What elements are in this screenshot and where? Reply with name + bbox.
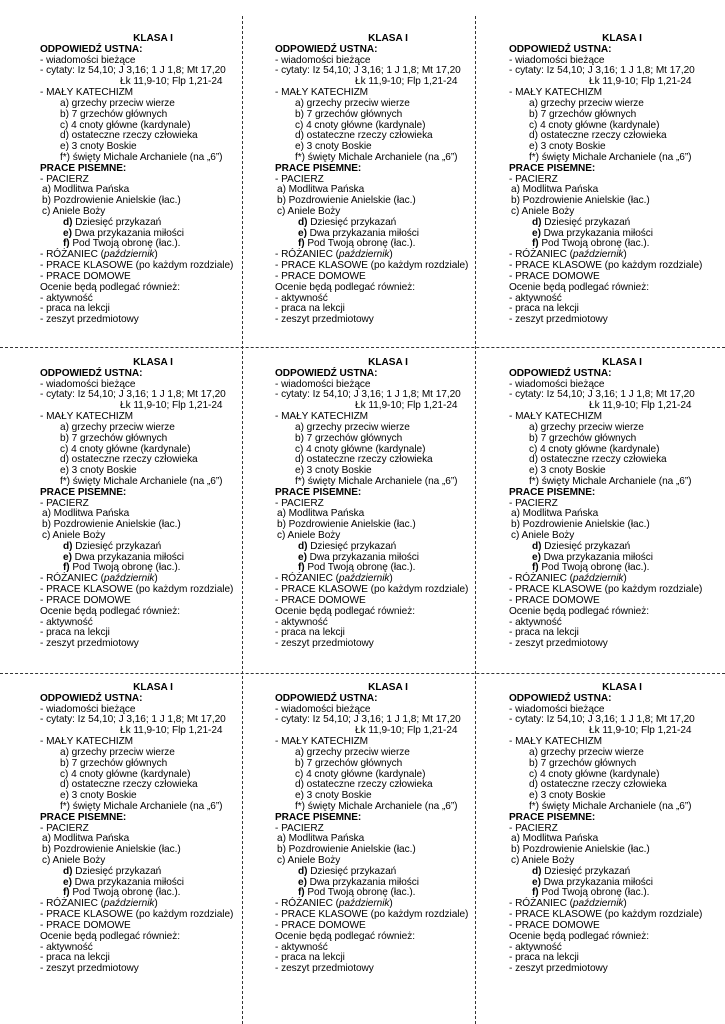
catechism-item: b) 7 grzechów głównych (60, 432, 168, 444)
extra-prayer-text: Dwa przykazania miłości (306, 876, 419, 888)
prayer-item: b) Pozdrowienie Anielskie (łac.) (511, 519, 650, 531)
oral-item-current-knowledge: - wiadomości bieżące (509, 54, 605, 66)
written-item-pacierz: - PACIERZ (509, 173, 558, 185)
written-item-classwork: - PRACE KLASOWE (po każdym rozdziale) (275, 260, 469, 272)
catechism-item: b) 7 grzechów głównych (529, 757, 637, 769)
rosary-suffix: ) (623, 573, 627, 585)
extra-prayer-letter: d) (63, 540, 73, 552)
extra-prayer-letter: f) (298, 238, 305, 250)
prayer-item: a) Modlitwa Pańska (277, 833, 365, 845)
written-header: PRACE PISEMNE: (509, 162, 596, 174)
grade-card (275, 358, 501, 650)
oral-header: ODPOWIEDŹ USTNA: (509, 692, 612, 704)
extra-prayer-text: Dziesięć przykazań (72, 865, 162, 877)
also-header: Ocenie będą podlegać również: (40, 281, 180, 293)
extra-prayer-text: Dziesięć przykazań (307, 540, 397, 552)
rosary-month: październik (572, 573, 624, 585)
catechism-item: a) grzechy przeciw wierze (529, 746, 644, 758)
extra-prayer-text: Dwa przykazania miłości (540, 876, 653, 888)
catechism-item: e) 3 cnoty Boskie (60, 141, 137, 153)
catechism-item: d) ostateczne rzeczy człowieka (60, 454, 198, 466)
rosary-prefix: - RÓŻANIEC ( (509, 898, 573, 910)
rosary-month: październik (103, 898, 155, 910)
extra-prayer-letter: e) (532, 876, 541, 888)
extra-prayer-letter: d) (532, 540, 542, 552)
card-title: KLASA I (368, 357, 408, 368)
grade-card (509, 358, 725, 650)
rosary-prefix: - RÓŻANIEC ( (509, 249, 573, 261)
written-header: PRACE PISEMNE: (40, 811, 127, 823)
prayer-item: b) Pozdrowienie Anielskie (łac.) (42, 519, 181, 531)
also-item: - aktywność (275, 292, 328, 304)
extra-prayer-letter: f) (63, 887, 70, 899)
catechism-item: d) ostateczne rzeczy człowieka (529, 779, 667, 791)
extra-prayer-text: Pod Twoją obronę (łac.). (69, 238, 181, 250)
catechism-item: a) grzechy przeciw wierze (529, 421, 644, 433)
prayer-item: c) Aniele Boży (511, 530, 575, 541)
rosary-month: październik (338, 573, 390, 585)
oral-item-quotes: - cytaty: Iz 54,10; J 3,16; 1 J 1,8; Mt 17,20 (40, 65, 226, 77)
rosary-suffix: ) (623, 249, 627, 261)
extra-prayer-text: Pod Twoją obronę (łac.). (538, 562, 650, 574)
oral-item-quotes: - cytaty: Iz 54,10; J 3,16; 1 J 1,8; Mt 17,20 (509, 714, 695, 726)
rosary-suffix: ) (623, 898, 627, 910)
written-item-homework: - PRACE DOMOWE (275, 919, 366, 931)
written-header: PRACE PISEMNE: (275, 162, 362, 174)
oral-item-quotes-cont: Łk 11,9-10; Flp 1,21-24 (355, 725, 458, 737)
prayer-item: a) Modlitwa Pańska (511, 833, 599, 845)
oral-item-quotes-cont: Łk 11,9-10; Flp 1,21-24 (355, 400, 458, 412)
also-item: - aktywność (40, 292, 93, 304)
rosary-suffix: ) (154, 898, 158, 910)
also-header: Ocenie będą podlegać również: (275, 281, 415, 293)
catechism-item: e) 3 cnoty Boskie (529, 141, 606, 153)
prayer-item: c) Aniele Boży (277, 530, 341, 541)
cut-line-horizontal-2 (0, 673, 725, 674)
extra-prayer-letter: f) (63, 238, 70, 250)
rosary-suffix: ) (154, 573, 158, 585)
extra-prayer-letter: e) (63, 876, 72, 888)
written-item-homework: - PRACE DOMOWE (40, 270, 131, 282)
written-item-classwork: - PRACE KLASOWE (po każdym rozdziale) (275, 909, 469, 921)
also-item: - zeszyt przedmiotowy (40, 963, 139, 975)
also-item: - aktywność (275, 616, 328, 628)
catechism-item: d) ostateczne rzeczy człowieka (60, 779, 198, 791)
also-header: Ocenie będą podlegać również: (275, 605, 415, 617)
prayer-item: c) Aniele Boży (511, 206, 575, 217)
catechism-item: e) 3 cnoty Boskie (60, 790, 137, 802)
extra-prayer-text: Pod Twoją obronę (łac.). (538, 887, 650, 899)
catechism-item: e) 3 cnoty Boskie (529, 790, 606, 802)
extra-prayer-text: Dwa przykazania miłości (306, 227, 419, 239)
extra-prayer-letter: f) (532, 562, 539, 574)
also-item: - zeszyt przedmiotowy (509, 963, 608, 975)
oral-item-quotes: - cytaty: Iz 54,10; J 3,16; 1 J 1,8; Mt 17,20 (40, 389, 226, 401)
prayer-item: b) Pozdrowienie Anielskie (łac.) (511, 844, 650, 856)
written-header: PRACE PISEMNE: (40, 486, 127, 498)
catechism-item: a) grzechy przeciw wierze (295, 421, 410, 433)
grade-card (40, 683, 266, 975)
extra-prayer-letter: e) (63, 551, 72, 563)
extra-prayer-letter: d) (298, 865, 308, 877)
catechism-item: c) 4 cnoty główne (kardynale) (295, 768, 426, 780)
also-header: Ocenie będą podlegać również: (40, 605, 180, 617)
extra-prayer-text: Dziesięć przykazań (72, 540, 162, 552)
oral-header: ODPOWIEDŹ USTNA: (509, 367, 612, 379)
oral-header: ODPOWIEDŹ USTNA: (40, 367, 143, 379)
oral-item-quotes-cont: Łk 11,9-10; Flp 1,21-24 (589, 400, 692, 412)
extra-prayer-letter: f) (298, 562, 305, 574)
rosary-prefix: - RÓŻANIEC ( (509, 573, 573, 585)
catechism-item: f*) święty Michale Archaniele (na „6”) (529, 151, 692, 163)
grade-card (40, 358, 266, 650)
written-item-homework: - PRACE DOMOWE (40, 594, 131, 606)
extra-prayer-letter: d) (532, 216, 542, 228)
card-title: KLASA I (133, 682, 173, 693)
extra-prayer-letter: e) (298, 227, 307, 239)
oral-item-current-knowledge: - wiadomości bieżące (509, 378, 605, 390)
rosary-suffix: ) (389, 249, 393, 261)
oral-item-quotes-cont: Łk 11,9-10; Flp 1,21-24 (589, 725, 692, 737)
prayer-item: c) Aniele Boży (42, 855, 106, 866)
also-header: Ocenie będą podlegać również: (275, 930, 415, 942)
prayer-item: a) Modlitwa Pańska (511, 184, 599, 196)
catechism-item: a) grzechy przeciw wierze (60, 97, 175, 109)
also-header: Ocenie będą podlegać również: (509, 281, 649, 293)
also-item: - zeszyt przedmiotowy (275, 638, 374, 650)
oral-header: ODPOWIEDŹ USTNA: (275, 692, 378, 704)
prayer-item: c) Aniele Boży (42, 530, 106, 541)
extra-prayer-text: Dwa przykazania miłości (71, 227, 184, 239)
catechism-item: b) 7 grzechów głównych (529, 108, 637, 120)
also-item: - praca na lekcji (509, 627, 579, 639)
oral-item-catechism: - MAŁY KATECHIZM (40, 411, 134, 423)
oral-item-current-knowledge: - wiadomości bieżące (275, 378, 371, 390)
rosary-prefix: - RÓŻANIEC ( (40, 573, 104, 585)
catechism-item: f*) święty Michale Archaniele (na „6”) (60, 475, 223, 487)
extra-prayer-text: Pod Twoją obronę (łac.). (69, 887, 181, 899)
oral-item-quotes: - cytaty: Iz 54,10; J 3,16; 1 J 1,8; Mt 17,20 (40, 714, 226, 726)
extra-prayer-text: Pod Twoją obronę (łac.). (538, 238, 650, 250)
prayer-item: c) Aniele Boży (511, 855, 575, 866)
cut-line-horizontal-1 (0, 347, 725, 348)
prayer-item: a) Modlitwa Pańska (42, 833, 130, 845)
extra-prayer-letter: d) (63, 216, 73, 228)
catechism-item: f*) święty Michale Archaniele (na „6”) (295, 151, 458, 163)
catechism-item: f*) święty Michale Archaniele (na „6”) (295, 800, 458, 812)
prayer-item: c) Aniele Boży (277, 855, 341, 866)
card-title: KLASA I (368, 33, 408, 44)
oral-header: ODPOWIEDŹ USTNA: (275, 367, 378, 379)
oral-header: ODPOWIEDŹ USTNA: (40, 43, 143, 55)
written-header: PRACE PISEMNE: (40, 162, 127, 174)
prayer-item: a) Modlitwa Pańska (277, 184, 365, 196)
catechism-item: c) 4 cnoty główne (kardynale) (60, 443, 191, 455)
oral-item-quotes-cont: Łk 11,9-10; Flp 1,21-24 (120, 400, 223, 412)
prayer-item: a) Modlitwa Pańska (277, 508, 365, 520)
rosary-month: październik (103, 249, 155, 261)
written-item-classwork: - PRACE KLASOWE (po każdym rozdziale) (275, 584, 469, 596)
rosary-month: październik (572, 898, 624, 910)
extra-prayer-letter: e) (298, 876, 307, 888)
oral-item-current-knowledge: - wiadomości bieżące (40, 703, 136, 715)
catechism-item: c) 4 cnoty główne (kardynale) (60, 119, 191, 131)
also-item: - praca na lekcji (40, 952, 110, 964)
extra-prayer-text: Dziesięć przykazań (307, 216, 397, 228)
extra-prayer-text: Dziesięć przykazań (72, 216, 162, 228)
also-item: - praca na lekcji (275, 303, 345, 315)
rosary-suffix: ) (389, 573, 393, 585)
written-item-pacierz: - PACIERZ (275, 497, 324, 509)
grade-card (40, 34, 266, 326)
grade-card (509, 34, 725, 326)
catechism-item: c) 4 cnoty główne (kardynale) (529, 119, 660, 131)
rosary-suffix: ) (154, 249, 158, 261)
prayer-item: c) Aniele Boży (277, 206, 341, 217)
oral-item-current-knowledge: - wiadomości bieżące (40, 54, 136, 66)
catechism-item: d) ostateczne rzeczy człowieka (295, 130, 433, 142)
oral-item-quotes: - cytaty: Iz 54,10; J 3,16; 1 J 1,8; Mt 17,20 (275, 65, 461, 77)
written-item-homework: - PRACE DOMOWE (509, 270, 600, 282)
prayer-item: a) Modlitwa Pańska (511, 508, 599, 520)
rosary-prefix: - RÓŻANIEC ( (275, 573, 339, 585)
card-title: KLASA I (602, 357, 642, 368)
catechism-item: f*) święty Michale Archaniele (na „6”) (60, 800, 223, 812)
extra-prayer-letter: e) (532, 227, 541, 239)
catechism-item: f*) święty Michale Archaniele (na „6”) (529, 800, 692, 812)
prayer-item: b) Pozdrowienie Anielskie (łac.) (277, 195, 416, 207)
rosary-prefix: - RÓŻANIEC ( (40, 898, 104, 910)
extra-prayer-text: Pod Twoją obronę (łac.). (69, 562, 181, 574)
extra-prayer-letter: d) (298, 540, 308, 552)
catechism-item: d) ostateczne rzeczy człowieka (295, 454, 433, 466)
rosary-prefix: - RÓŻANIEC ( (275, 249, 339, 261)
card-title: KLASA I (602, 33, 642, 44)
extra-prayer-letter: d) (298, 216, 308, 228)
extra-prayer-letter: f) (532, 238, 539, 250)
written-header: PRACE PISEMNE: (509, 486, 596, 498)
catechism-item: d) ostateczne rzeczy człowieka (60, 130, 198, 142)
catechism-item: e) 3 cnoty Boskie (529, 465, 606, 477)
also-item: - aktywność (509, 941, 562, 953)
catechism-item: a) grzechy przeciw wierze (529, 97, 644, 109)
oral-item-current-knowledge: - wiadomości bieżące (275, 703, 371, 715)
extra-prayer-text: Dziesięć przykazań (541, 216, 631, 228)
written-item-homework: - PRACE DOMOWE (275, 594, 366, 606)
card-title: KLASA I (368, 682, 408, 693)
also-header: Ocenie będą podlegać również: (509, 605, 649, 617)
also-item: - praca na lekcji (275, 952, 345, 964)
prayer-item: b) Pozdrowienie Anielskie (łac.) (511, 195, 650, 207)
extra-prayer-letter: e) (63, 227, 72, 239)
catechism-item: b) 7 grzechów głównych (60, 108, 168, 120)
also-item: - praca na lekcji (40, 627, 110, 639)
extra-prayer-text: Dwa przykazania miłości (71, 876, 184, 888)
catechism-item: a) grzechy przeciw wierze (295, 746, 410, 758)
also-item: - praca na lekcji (509, 303, 579, 315)
oral-item-catechism: - MAŁY KATECHIZM (275, 411, 369, 423)
extra-prayer-text: Dziesięć przykazań (307, 865, 397, 877)
also-item: - aktywność (40, 616, 93, 628)
catechism-item: c) 4 cnoty główne (kardynale) (295, 443, 426, 455)
prayer-item: c) Aniele Boży (42, 206, 106, 217)
written-item-pacierz: - PACIERZ (40, 497, 89, 509)
rosary-month: październik (338, 249, 390, 261)
written-item-pacierz: - PACIERZ (509, 822, 558, 834)
extra-prayer-letter: e) (298, 551, 307, 563)
grade-card (275, 683, 501, 975)
catechism-item: a) grzechy przeciw wierze (60, 746, 175, 758)
also-item: - zeszyt przedmiotowy (40, 314, 139, 326)
written-item-homework: - PRACE DOMOWE (275, 270, 366, 282)
catechism-item: b) 7 grzechów głównych (295, 757, 403, 769)
written-header: PRACE PISEMNE: (275, 486, 362, 498)
written-header: PRACE PISEMNE: (275, 811, 362, 823)
card-title: KLASA I (602, 682, 642, 693)
oral-item-catechism: - MAŁY KATECHIZM (275, 736, 369, 748)
also-item: - zeszyt przedmiotowy (509, 314, 608, 326)
rosary-month: październik (572, 249, 624, 261)
oral-item-current-knowledge: - wiadomości bieżące (40, 378, 136, 390)
extra-prayer-text: Dwa przykazania miłości (71, 551, 184, 563)
card-title: KLASA I (133, 33, 173, 44)
prayer-item: b) Pozdrowienie Anielskie (łac.) (42, 195, 181, 207)
rosary-prefix: - RÓŻANIEC ( (275, 898, 339, 910)
rosary-prefix: - RÓŻANIEC ( (40, 249, 104, 261)
oral-item-quotes: - cytaty: Iz 54,10; J 3,16; 1 J 1,8; Mt 17,20 (275, 714, 461, 726)
written-item-pacierz: - PACIERZ (40, 173, 89, 185)
written-item-classwork: - PRACE KLASOWE (po każdym rozdziale) (509, 260, 703, 272)
catechism-item: f*) święty Michale Archaniele (na „6”) (529, 475, 692, 487)
also-item: - zeszyt przedmiotowy (40, 638, 139, 650)
oral-item-catechism: - MAŁY KATECHIZM (509, 87, 603, 99)
also-item: - aktywność (40, 941, 93, 953)
extra-prayer-text: Pod Twoją obronę (łac.). (304, 562, 416, 574)
catechism-item: a) grzechy przeciw wierze (60, 421, 175, 433)
extra-prayer-text: Dziesięć przykazań (541, 540, 631, 552)
extra-prayer-letter: d) (63, 865, 73, 877)
catechism-item: c) 4 cnoty główne (kardynale) (529, 768, 660, 780)
also-item: - aktywność (275, 941, 328, 953)
also-item: - praca na lekcji (509, 952, 579, 964)
prayer-item: b) Pozdrowienie Anielskie (łac.) (42, 844, 181, 856)
extra-prayer-text: Dwa przykazania miłości (306, 551, 419, 563)
catechism-item: a) grzechy przeciw wierze (295, 97, 410, 109)
catechism-item: e) 3 cnoty Boskie (295, 465, 372, 477)
written-item-classwork: - PRACE KLASOWE (po każdym rozdziale) (40, 260, 234, 272)
catechism-item: e) 3 cnoty Boskie (60, 465, 137, 477)
extra-prayer-letter: f) (532, 887, 539, 899)
extra-prayer-text: Pod Twoją obronę (łac.). (304, 238, 416, 250)
extra-prayer-text: Pod Twoją obronę (łac.). (304, 887, 416, 899)
oral-item-quotes: - cytaty: Iz 54,10; J 3,16; 1 J 1,8; Mt 17,20 (509, 389, 695, 401)
extra-prayer-text: Dwa przykazania miłości (540, 551, 653, 563)
oral-header: ODPOWIEDŹ USTNA: (40, 692, 143, 704)
also-item: - zeszyt przedmiotowy (275, 314, 374, 326)
also-item: - zeszyt przedmiotowy (275, 963, 374, 975)
oral-item-catechism: - MAŁY KATECHIZM (40, 736, 134, 748)
prayer-item: b) Pozdrowienie Anielskie (łac.) (277, 844, 416, 856)
oral-item-catechism: - MAŁY KATECHIZM (275, 87, 369, 99)
oral-item-quotes: - cytaty: Iz 54,10; J 3,16; 1 J 1,8; Mt 17,20 (275, 389, 461, 401)
grade-card (509, 683, 725, 975)
catechism-item: c) 4 cnoty główne (kardynale) (529, 443, 660, 455)
catechism-item: e) 3 cnoty Boskie (295, 790, 372, 802)
written-item-pacierz: - PACIERZ (275, 822, 324, 834)
written-item-classwork: - PRACE KLASOWE (po każdym rozdziale) (509, 909, 703, 921)
oral-item-quotes-cont: Łk 11,9-10; Flp 1,21-24 (589, 76, 692, 88)
catechism-item: b) 7 grzechów głównych (60, 757, 168, 769)
oral-item-current-knowledge: - wiadomości bieżące (509, 703, 605, 715)
prayer-item: b) Pozdrowienie Anielskie (łac.) (277, 519, 416, 531)
written-item-classwork: - PRACE KLASOWE (po każdym rozdziale) (40, 584, 234, 596)
catechism-item: d) ostateczne rzeczy człowieka (529, 454, 667, 466)
extra-prayer-letter: e) (532, 551, 541, 563)
prayer-item: a) Modlitwa Pańska (42, 508, 130, 520)
also-item: - aktywność (509, 616, 562, 628)
rosary-month: październik (338, 898, 390, 910)
oral-item-quotes: - cytaty: Iz 54,10; J 3,16; 1 J 1,8; Mt 17,20 (509, 65, 695, 77)
written-item-homework: - PRACE DOMOWE (509, 919, 600, 931)
extra-prayer-text: Dwa przykazania miłości (540, 227, 653, 239)
oral-item-quotes-cont: Łk 11,9-10; Flp 1,21-24 (120, 76, 223, 88)
also-item: - zeszyt przedmiotowy (509, 638, 608, 650)
extra-prayer-letter: f) (63, 562, 70, 574)
written-item-classwork: - PRACE KLASOWE (po każdym rozdziale) (40, 909, 234, 921)
catechism-item: b) 7 grzechów głównych (295, 108, 403, 120)
extra-prayer-text: Dziesięć przykazań (541, 865, 631, 877)
catechism-item: f*) święty Michale Archaniele (na „6”) (295, 475, 458, 487)
also-item: - praca na lekcji (275, 627, 345, 639)
catechism-item: d) ostateczne rzeczy człowieka (529, 130, 667, 142)
catechism-item: f*) święty Michale Archaniele (na „6”) (60, 151, 223, 163)
also-header: Ocenie będą podlegać również: (40, 930, 180, 942)
oral-item-current-knowledge: - wiadomości bieżące (275, 54, 371, 66)
extra-prayer-letter: f) (298, 887, 305, 899)
written-item-pacierz: - PACIERZ (509, 497, 558, 509)
oral-header: ODPOWIEDŹ USTNA: (275, 43, 378, 55)
card-title: KLASA I (133, 357, 173, 368)
written-item-pacierz: - PACIERZ (40, 822, 89, 834)
also-item: - aktywność (509, 292, 562, 304)
written-header: PRACE PISEMNE: (509, 811, 596, 823)
also-header: Ocenie będą podlegać również: (509, 930, 649, 942)
written-item-classwork: - PRACE KLASOWE (po każdym rozdziale) (509, 584, 703, 596)
written-item-homework: - PRACE DOMOWE (509, 594, 600, 606)
grade-card (275, 34, 501, 326)
oral-header: ODPOWIEDŹ USTNA: (509, 43, 612, 55)
oral-item-catechism: - MAŁY KATECHIZM (509, 736, 603, 748)
also-item: - praca na lekcji (40, 303, 110, 315)
prayer-item: a) Modlitwa Pańska (42, 184, 130, 196)
catechism-item: c) 4 cnoty główne (kardynale) (295, 119, 426, 131)
catechism-item: b) 7 grzechów głównych (295, 432, 403, 444)
catechism-item: d) ostateczne rzeczy człowieka (295, 779, 433, 791)
written-item-homework: - PRACE DOMOWE (40, 919, 131, 931)
oral-item-catechism: - MAŁY KATECHIZM (40, 87, 134, 99)
rosary-month: październik (103, 573, 155, 585)
extra-prayer-letter: d) (532, 865, 542, 877)
catechism-item: e) 3 cnoty Boskie (295, 141, 372, 153)
rosary-suffix: ) (389, 898, 393, 910)
oral-item-quotes-cont: Łk 11,9-10; Flp 1,21-24 (120, 725, 223, 737)
catechism-item: b) 7 grzechów głównych (529, 432, 637, 444)
written-item-pacierz: - PACIERZ (275, 173, 324, 185)
catechism-item: c) 4 cnoty główne (kardynale) (60, 768, 191, 780)
oral-item-quotes-cont: Łk 11,9-10; Flp 1,21-24 (355, 76, 458, 88)
oral-item-catechism: - MAŁY KATECHIZM (509, 411, 603, 423)
